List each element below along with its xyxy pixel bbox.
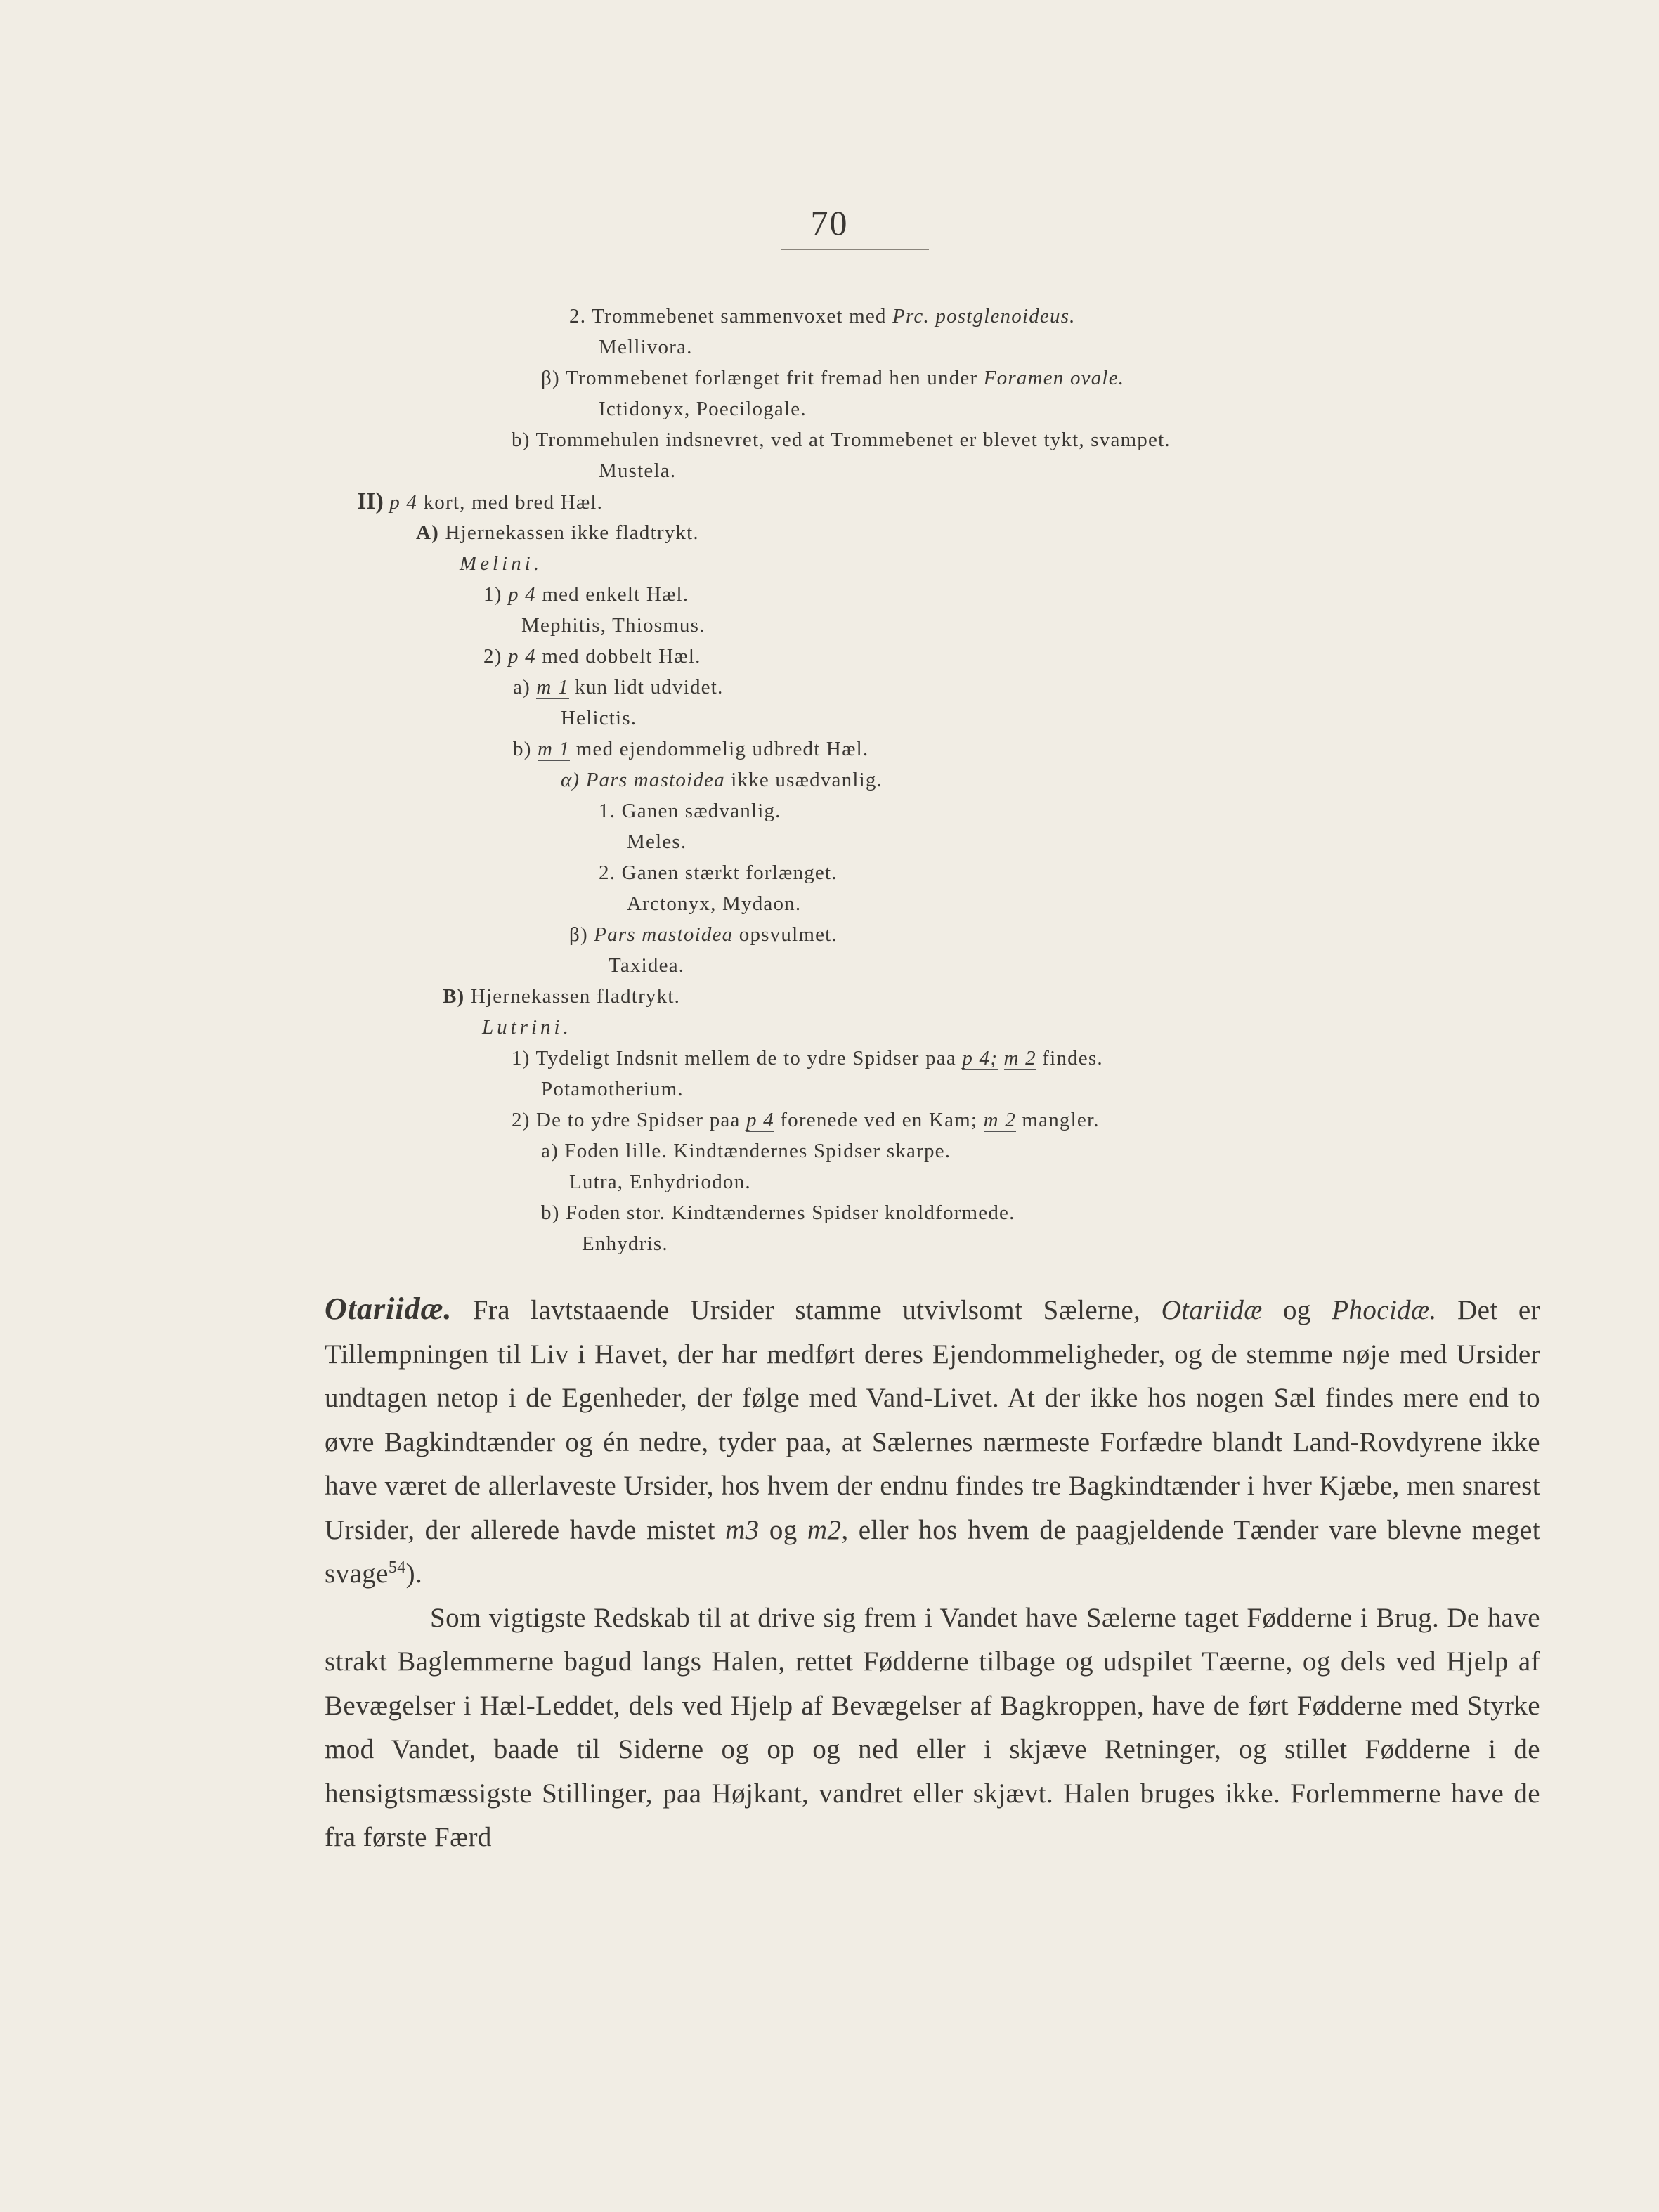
key-line: B) Hjernekassen fladtrykt. <box>443 985 681 1008</box>
page-number: 70 <box>810 203 849 242</box>
key-line: Mustela. <box>599 460 677 482</box>
paragraph-locomotion: Som vigtigste Redskab til at drive sig frem i Vandet have Sælerne taget Fødderne i Brug. De have strakt Baglemmerne bagud langs Halen, rettet Fødderne tilbage og udspilet Tæerne, og dels ved Hjelp af Bevægelser i Hæl-Leddet, dels ved Hjelp af Bevægelser af Bagkroppen, have de ført Fødderne med Styrke mod Vandet, baade til Siderne og op og ned eller i skjæve Retninger, og stillet Fødderne i de hensigtsmæssigste Stillinger, paa Højkant, vandret eller skjævt. Halen bruges ikke. Forlemmerne have de fra første Færd <box>325 1602 1540 1852</box>
key-line: Melini. <box>460 552 542 575</box>
key-line: Enhydris. <box>582 1232 668 1255</box>
key-line: Helictis. <box>561 707 637 729</box>
key-line: Mellivora. <box>599 336 693 358</box>
key-line: Potamotherium. <box>541 1078 684 1100</box>
key-line: 1. Ganen sædvanlig. <box>599 800 781 822</box>
key-line: β) Pars mastoidea opsvulmet. <box>569 923 838 946</box>
key-line: 2) De to ydre Spidser paa p 4 forenede ved en Kam; m 2 mangler. <box>512 1109 1100 1131</box>
key-line: Taxidea. <box>609 954 685 977</box>
footnote-ref: 54 <box>388 1559 406 1577</box>
section-heading: Otariidæ. <box>325 1292 453 1326</box>
key-line: b) Trommehulen indsnevret, ved at Trommebenet er blevet tykt, svampet. <box>512 429 1171 451</box>
key-line: A) Hjernekassen ikke fladtrykt. <box>416 521 699 544</box>
key-line: β) Trommebenet forlænget frit fremad hen under Foramen ovale. <box>541 367 1125 389</box>
key-line: a) Foden lille. Kindtændernes Spidser skarpe. <box>541 1140 951 1162</box>
key-line: 2. Ganen stærkt forlænget. <box>599 861 838 884</box>
key-line: 2. Trommebenet sammenvoxet med Prc. postglenoideus. <box>569 305 1076 327</box>
key-line: Lutrini. <box>482 1016 572 1039</box>
key-line: Arctonyx, Mydaon. <box>627 892 802 915</box>
key-line: a) m 1 kun lidt udvidet. <box>513 676 724 698</box>
key-line: b) m 1 med ejendommelig udbredt Hæl. <box>513 738 869 760</box>
key-line: b) Foden stor. Kindtændernes Spidser knoldformede. <box>541 1202 1015 1224</box>
paragraph-otariidae: Otariidæ. Fra lavtstaaende Ursider stamme utvivlsomt Sælerne, Otariidæ og Phocidæ. Det er Tillempningen til Liv i Havet, der har medført deres Ejendommeligheder, og de stemme nøje med Ursider undtagen netop i de Egenheder, der følge med Vand-Livet. At der ikke hos nogen Sæl findes mere end to øvre Bagkindtænder og én nedre, tyder paa, at Sælernes nærmeste Forfædre blandt Land-Rovdyrene ikke have været de allerlaveste Ursider, hos hvem der endnu findes tre Bagkindtænder i hver Kjæbe, men snarest Ursider, der allerede havde mistet m3 og m2, eller hos hvem de paagjeldende Tænder vare blevne meget svage$^{54}$). <box>325 1292 1541 1589</box>
key-line: Mephitis, Thiosmus. <box>521 614 705 637</box>
key-line: 1) Tydeligt Indsnit mellem de to ydre Spidser paa p 4; m 2 findes. <box>512 1047 1103 1069</box>
key-line: 2) p 4 med dobbelt Hæl. <box>483 645 701 668</box>
body-text <box>325 1287 1540 1860</box>
key-line: α) Pars mastoidea ikke usædvanlig. <box>561 769 883 791</box>
key-line: Lutra, Enhydriodon. <box>569 1171 751 1193</box>
key-line: II) p 4 kort, med bred Hæl. <box>357 488 604 514</box>
key-line: Meles. <box>627 831 687 853</box>
key-line: Ictidonyx, Poecilogale. <box>599 398 807 420</box>
page-number-rule <box>781 249 929 250</box>
key-line: 1) p 4 med enkelt Hæl. <box>483 583 689 606</box>
